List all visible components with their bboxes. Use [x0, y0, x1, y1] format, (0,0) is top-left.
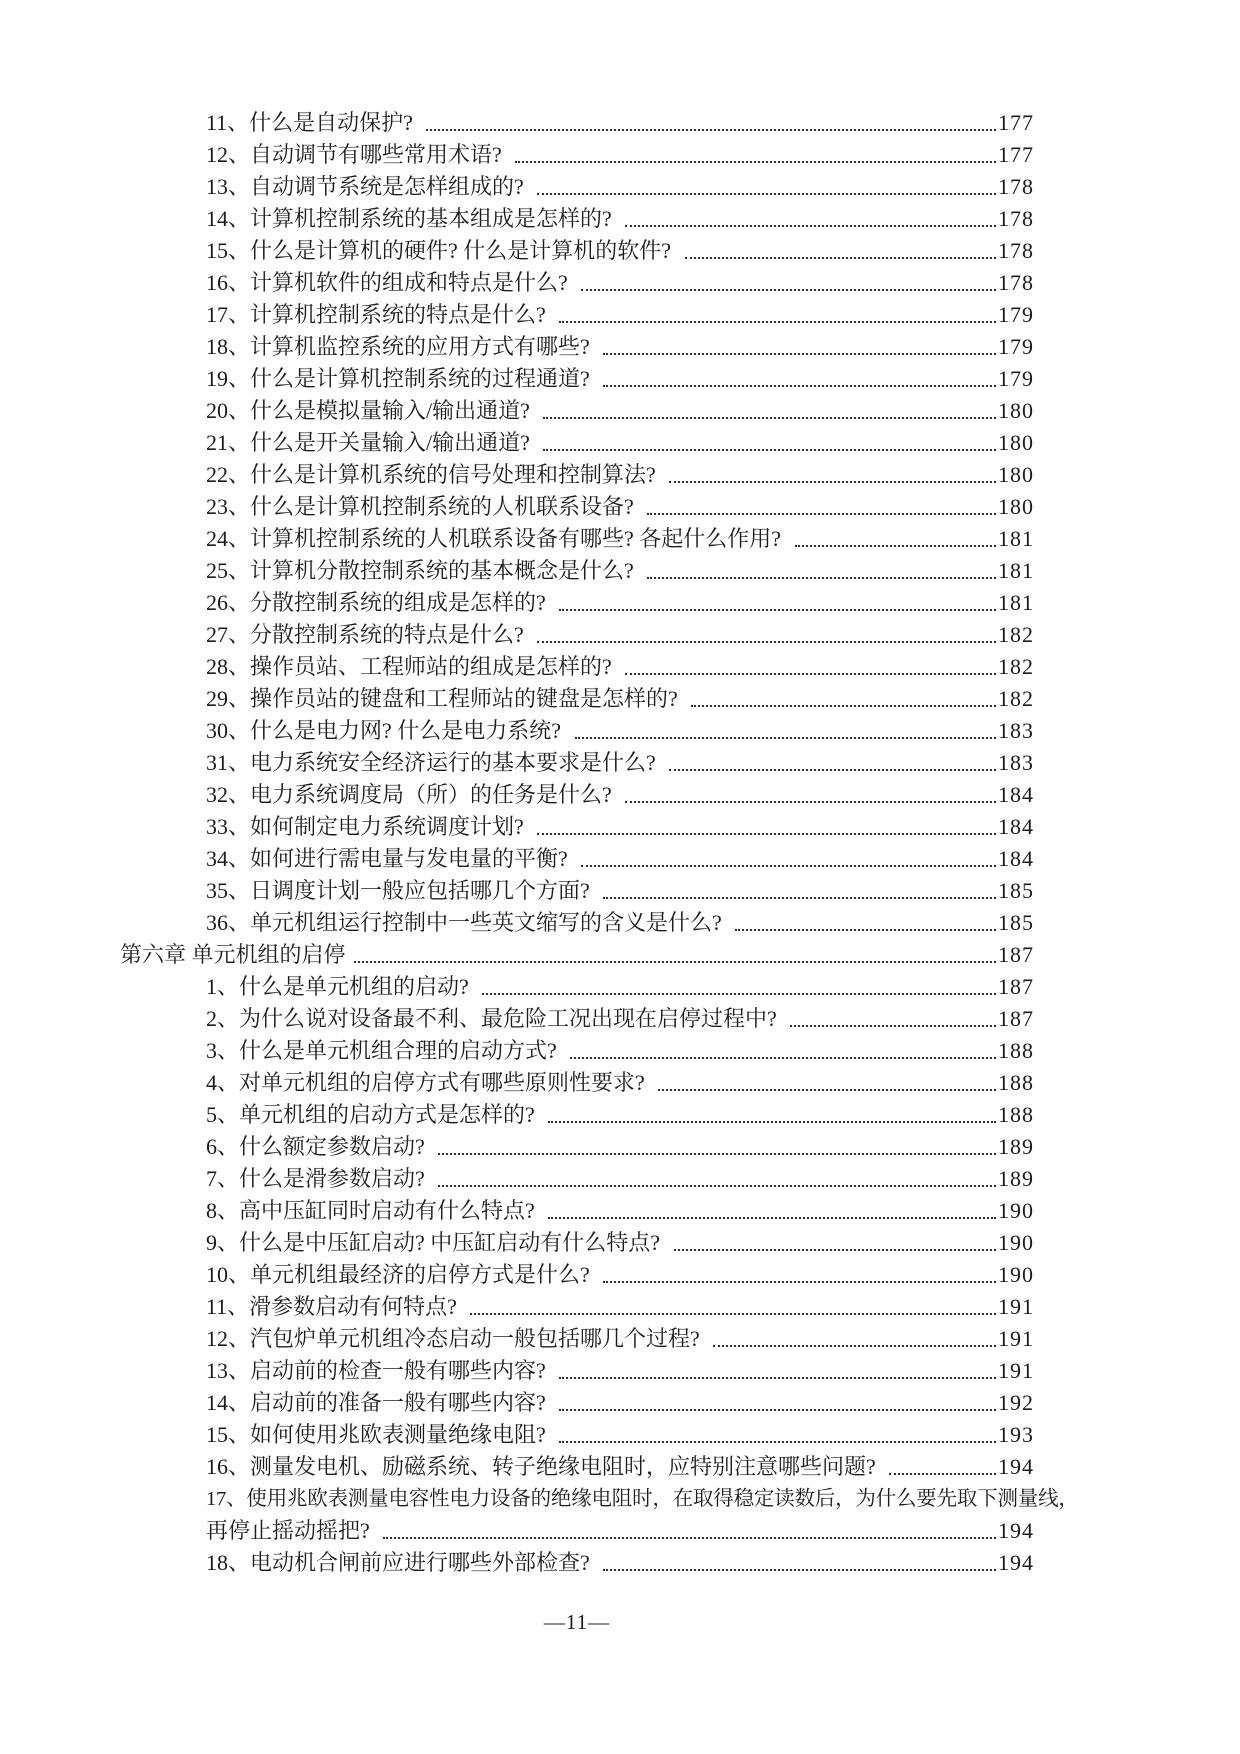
toc-entry — [206, 202, 1034, 234]
toc-entry-page: 184 — [998, 846, 1034, 871]
toc-entry-title: 29、操作员站的键盘和工程师站的键盘是怎样的? — [206, 686, 684, 711]
dot-leader — [603, 353, 996, 355]
dot-leader — [559, 1409, 996, 1411]
toc-entry-page: 187 — [998, 1006, 1034, 1031]
dot-leader — [482, 993, 996, 995]
dot-leader — [537, 193, 996, 195]
dot-leader — [559, 609, 996, 611]
dot-leader — [889, 1473, 996, 1475]
dot-leader — [543, 417, 996, 419]
toc-entry-page: 182 — [998, 622, 1034, 647]
dot-leader — [470, 1313, 996, 1315]
toc-entry-page: 191 — [998, 1358, 1034, 1383]
toc-entry-title: 31、电力系统安全经济运行的基本要求是什么? — [206, 750, 662, 775]
toc-entry-title: 13、启动前的检查一般有哪些内容? — [206, 1358, 552, 1383]
toc-entry-page: 180 — [998, 430, 1034, 455]
dot-leader — [669, 769, 996, 771]
toc-entry-title: 7、什么是滑参数启动? — [206, 1166, 431, 1191]
toc-entry — [206, 1130, 1034, 1162]
toc-entry-page: 185 — [998, 878, 1034, 903]
toc-entry — [206, 746, 1034, 778]
dot-leader — [354, 961, 996, 963]
toc-entry — [206, 458, 1034, 490]
toc-entry-page: 194 — [998, 1518, 1034, 1543]
toc-entry-page: 184 — [998, 782, 1034, 807]
toc-entry-title: 16、计算机软件的组成和特点是什么? — [206, 270, 574, 295]
toc-entry-title: 17、使用兆欧表测量电容性电力设备的绝缘电阻时，在取得稳定读数后，为什么要先取下测量线， — [206, 1488, 1079, 1510]
toc-entry-page: 181 — [998, 590, 1034, 615]
toc-entry — [206, 330, 1034, 362]
toc-entry — [206, 1162, 1034, 1194]
toc-entry-page: 192 — [998, 1390, 1034, 1415]
toc-entry — [206, 1290, 1034, 1322]
dot-leader — [790, 1025, 996, 1027]
toc-entry — [206, 1098, 1034, 1130]
dot-leader — [658, 1089, 996, 1091]
dot-leader — [426, 129, 996, 131]
toc-entry — [206, 298, 1034, 330]
dot-leader — [685, 257, 996, 259]
toc-entry-page: 194 — [998, 1550, 1034, 1575]
toc-entry-title: 8、高中压缸同时启动有什么特点? — [206, 1198, 541, 1223]
toc-entry — [206, 1418, 1034, 1450]
toc-entry — [206, 1546, 1034, 1578]
toc-entry — [206, 682, 1034, 714]
toc-entry-page: 185 — [998, 910, 1034, 935]
toc-entry — [206, 1386, 1034, 1418]
toc-entry — [206, 1034, 1034, 1066]
dot-leader — [515, 161, 996, 163]
toc-entry — [206, 906, 1034, 938]
toc-entry-page: 178 — [998, 206, 1034, 231]
dot-leader — [559, 1441, 996, 1443]
dot-leader — [647, 577, 996, 579]
dot-leader — [625, 801, 996, 803]
toc-entry — [206, 522, 1034, 554]
toc-entry — [206, 874, 1034, 906]
dot-leader — [713, 1345, 996, 1347]
toc-entry — [206, 618, 1034, 650]
toc-entry-page: 177 — [998, 142, 1034, 167]
toc-entry-page: 193 — [998, 1422, 1034, 1447]
toc-entry-page: 188 — [998, 1070, 1034, 1095]
toc-entry — [206, 1002, 1034, 1034]
toc-entry-title: 2、为什么说对设备最不利、最危险工况出现在启停过程中? — [206, 1006, 783, 1031]
toc-entry-title: 15、如何使用兆欧表测量绝缘电阻? — [206, 1422, 552, 1447]
dot-leader — [438, 1185, 996, 1187]
toc-entry-page: 180 — [998, 462, 1034, 487]
toc-entry-page: 179 — [998, 302, 1034, 327]
dot-leader — [559, 1377, 996, 1379]
dot-leader — [543, 449, 996, 451]
toc-entry-page: 191 — [998, 1326, 1034, 1351]
toc-entry-title: 再停止摇动摇把? — [206, 1518, 376, 1543]
toc-entry-title: 14、计算机控制系统的基本组成是怎样的? — [206, 206, 618, 231]
toc-entry-title: 32、电力系统调度局（所）的任务是什么? — [206, 782, 618, 807]
toc-entry-title: 26、分散控制系统的组成是怎样的? — [206, 590, 552, 615]
toc-entry-page: 190 — [998, 1262, 1034, 1287]
dot-leader — [383, 1537, 996, 1539]
dot-leader — [537, 833, 996, 835]
toc-entry — [206, 970, 1034, 1002]
dot-leader — [625, 225, 996, 227]
dot-leader — [548, 1121, 996, 1123]
toc-entry-title: 12、汽包炉单元机组冷态启动一般包括哪几个过程? — [206, 1326, 706, 1351]
toc-entry-page: 194 — [998, 1454, 1034, 1479]
toc-entry-page: 187 — [998, 974, 1034, 999]
toc-entry — [206, 1514, 1034, 1546]
toc-entry-title: 15、什么是计算机的硬件? 什么是计算机的软件? — [206, 238, 677, 263]
toc-entry-page: 189 — [998, 1166, 1034, 1191]
toc-entry-title: 6、什么额定参数启动? — [206, 1134, 431, 1159]
table-of-contents — [120, 106, 1079, 1578]
toc-entry-page: 188 — [998, 1038, 1034, 1063]
toc-entry-page: 181 — [998, 558, 1034, 583]
dot-leader — [603, 1569, 996, 1571]
dot-leader — [669, 481, 996, 483]
toc-entry-title: 35、日调度计划一般应包括哪几个方面? — [206, 878, 596, 903]
toc-entry-page: 190 — [998, 1230, 1034, 1255]
toc-entry-page: 178 — [998, 174, 1034, 199]
toc-entry-page: 191 — [998, 1294, 1034, 1319]
toc-entry-title: 36、单元机组运行控制中一些英文缩写的含义是什么? — [206, 910, 728, 935]
toc-entry-page: 183 — [998, 750, 1034, 775]
dot-leader — [438, 1153, 996, 1155]
dot-leader — [625, 673, 996, 675]
toc-entry-page: 188 — [998, 1102, 1034, 1127]
toc-entry-page: 178 — [998, 238, 1034, 263]
dot-leader — [537, 641, 996, 643]
dot-leader — [603, 897, 996, 899]
toc-entry — [206, 1450, 1034, 1482]
toc-entry-title: 14、启动前的准备一般有哪些内容? — [206, 1390, 552, 1415]
toc-entry — [206, 266, 1034, 298]
toc-entry-title: 16、测量发电机、励磁系统、转子绝缘电阻时，应特别注意哪些问题? — [206, 1454, 882, 1479]
toc-entry — [206, 1354, 1034, 1386]
toc-entry — [206, 778, 1034, 810]
toc-entry — [206, 650, 1034, 682]
toc-entry — [206, 1194, 1034, 1226]
toc-entry-title: 10、单元机组最经济的启停方式是什么? — [206, 1262, 596, 1287]
dot-leader — [691, 705, 996, 707]
toc-entry-page: 180 — [998, 398, 1034, 423]
dot-leader — [570, 1057, 996, 1059]
toc-entry-page: 190 — [998, 1198, 1034, 1223]
toc-entry-page: 184 — [998, 814, 1034, 839]
toc-entry — [206, 1226, 1034, 1258]
dot-leader — [603, 385, 996, 387]
toc-entry-page: 182 — [998, 654, 1034, 679]
toc-entry-title: 11、滑参数启动有何特点? — [206, 1294, 463, 1319]
toc-entry-title: 20、什么是模拟量输入/输出通道? — [206, 398, 536, 423]
toc-entry-title: 34、如何进行需电量与发电量的平衡? — [206, 846, 574, 871]
toc-entry — [206, 714, 1034, 746]
dot-leader — [548, 1217, 996, 1219]
toc-entry-title: 1、什么是单元机组的启动? — [206, 974, 475, 999]
toc-entry-title: 21、什么是开关量输入/输出通道? — [206, 430, 536, 455]
toc-entry-title: 13、自动调节系统是怎样组成的? — [206, 174, 530, 199]
toc-entry-title: 27、分散控制系统的特点是什么? — [206, 622, 530, 647]
toc-entry-title: 28、操作员站、工程师站的组成是怎样的? — [206, 654, 618, 679]
toc-entry — [206, 1322, 1034, 1354]
toc-entry — [206, 106, 1034, 138]
dot-leader — [603, 1281, 996, 1283]
toc-entry-page: 179 — [998, 366, 1034, 391]
toc-entry — [206, 810, 1034, 842]
page-number: —11— — [543, 1610, 611, 1634]
toc-entry-title: 3、什么是单元机组合理的启动方式? — [206, 1038, 563, 1063]
toc-entry-title: 22、什么是计算机系统的信号处理和控制算法? — [206, 462, 662, 487]
toc-entry-title: 12、自动调节有哪些常用术语? — [206, 142, 508, 167]
toc-entry-page: 179 — [998, 334, 1034, 359]
toc-entry — [206, 362, 1034, 394]
toc-entry-title: 23、什么是计算机控制系统的人机联系设备? — [206, 494, 640, 519]
toc-entry-page: 187 — [998, 942, 1034, 967]
dot-leader — [559, 321, 996, 323]
toc-entry-title: 4、对单元机组的启停方式有哪些原则性要求? — [206, 1070, 651, 1095]
toc-entry-page: 177 — [998, 110, 1034, 135]
dot-leader — [575, 737, 996, 739]
toc-entry-page: 183 — [998, 718, 1034, 743]
toc-entry — [206, 1258, 1034, 1290]
toc-entry — [206, 1066, 1034, 1098]
toc-chapter-entry — [120, 938, 1034, 970]
toc-entry-page: 189 — [998, 1134, 1034, 1159]
toc-entry — [206, 842, 1034, 874]
dot-leader — [674, 1249, 996, 1251]
toc-entry-title: 24、计算机控制系统的人机联系设备有哪些? 各起什么作用? — [206, 526, 787, 551]
toc-entry-title: 17、计算机控制系统的特点是什么? — [206, 302, 552, 327]
toc-entry — [206, 234, 1034, 266]
dot-leader — [647, 513, 996, 515]
toc-entry-title: 第六章 单元机组的启停 — [120, 942, 346, 967]
toc-entry — [206, 586, 1034, 618]
dot-leader — [581, 289, 996, 291]
toc-entry — [206, 138, 1034, 170]
toc-entry — [206, 426, 1034, 458]
toc-entry — [206, 170, 1034, 202]
toc-entry-page: 180 — [998, 494, 1034, 519]
toc-entry-title: 9、什么是中压缸启动? 中压缸启动有什么特点? — [206, 1230, 666, 1255]
toc-entry-title: 33、如何制定电力系统调度计划? — [206, 814, 530, 839]
dot-leader — [581, 865, 996, 867]
toc-entry-title: 18、计算机监控系统的应用方式有哪些? — [206, 334, 596, 359]
dot-leader — [795, 545, 996, 547]
toc-entry-page: 182 — [998, 686, 1034, 711]
toc-entry-page: 178 — [998, 270, 1034, 295]
toc-entry — [206, 554, 1034, 586]
toc-entry-title: 11、什么是自动保护? — [206, 110, 419, 135]
toc-entry — [206, 490, 1034, 522]
toc-entry-title: 18、电动机合闸前应进行哪些外部检查? — [206, 1550, 596, 1575]
toc-entry-title: 30、什么是电力网? 什么是电力系统? — [206, 718, 567, 743]
toc-entry-title: 19、什么是计算机控制系统的过程通道? — [206, 366, 596, 391]
toc-entry-page: 181 — [998, 526, 1034, 551]
toc-entry-title: 5、单元机组的启动方式是怎样的? — [206, 1102, 541, 1127]
toc-entry — [206, 1482, 1079, 1514]
dot-leader — [735, 929, 996, 931]
toc-entry-title: 25、计算机分散控制系统的基本概念是什么? — [206, 558, 640, 583]
toc-entry — [206, 394, 1034, 426]
